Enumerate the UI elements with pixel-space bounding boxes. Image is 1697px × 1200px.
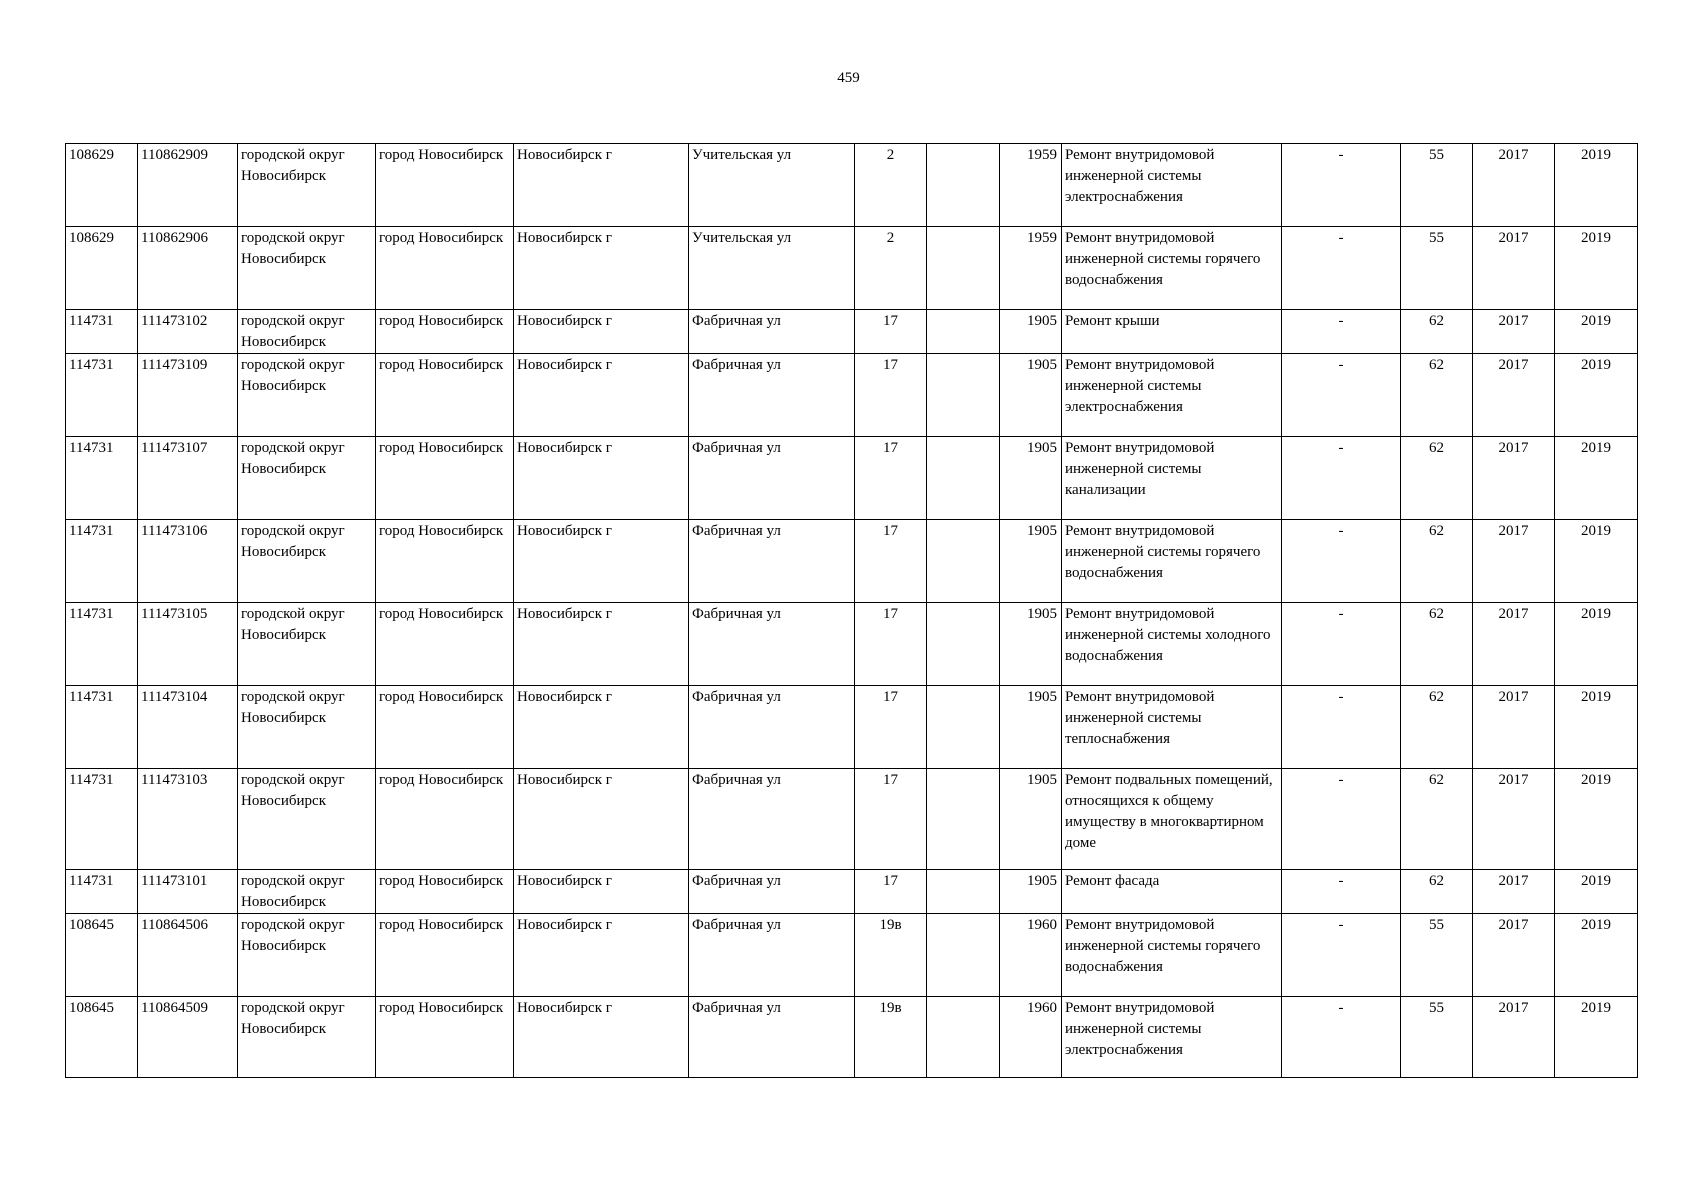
- table-row: [66, 997, 1638, 1078]
- district-cell: городской округ Новосибирск: [238, 997, 376, 1078]
- settlement-cell: город Новосибирск: [376, 144, 514, 227]
- start-year-cell: 2017: [1473, 997, 1555, 1078]
- table-row: [66, 769, 1638, 870]
- settlement-cell: город Новосибирск: [376, 870, 514, 914]
- street-cell: Фабричная ул: [689, 520, 855, 603]
- settlement-cell: город Новосибирск: [376, 769, 514, 870]
- dash-cell: -: [1282, 603, 1401, 686]
- table-row: [66, 686, 1638, 769]
- table-row: [66, 227, 1638, 310]
- house-number-cell: 17: [855, 603, 927, 686]
- locality-cell: Новосибирск г: [514, 997, 689, 1078]
- page-number: 459: [837, 70, 860, 86]
- building-cell: [927, 870, 1000, 914]
- work-type-cell: Ремонт внутридомовой инженерной системы теплоснабжения: [1062, 686, 1282, 769]
- start-year-cell: 2017: [1473, 437, 1555, 520]
- work-id-cell: 111473109: [138, 354, 238, 437]
- district-cell: городской округ Новосибирск: [238, 354, 376, 437]
- street-cell: Фабричная ул: [689, 914, 855, 997]
- locality-cell: Новосибирск г: [514, 520, 689, 603]
- district-cell: городской округ Новосибирск: [238, 144, 376, 227]
- house-number-cell: 2: [855, 227, 927, 310]
- house-id-cell: 114731: [66, 437, 138, 520]
- house-number-cell: 17: [855, 354, 927, 437]
- work-id-cell: 110864506: [138, 914, 238, 997]
- wear-cell: 62: [1401, 354, 1473, 437]
- house-id-cell: 114731: [66, 870, 138, 914]
- table-row: [66, 914, 1638, 997]
- dash-cell: -: [1282, 686, 1401, 769]
- year-built-cell: 1959: [1000, 227, 1062, 310]
- table-row: [66, 520, 1638, 603]
- street-cell: Фабричная ул: [689, 870, 855, 914]
- work-id-cell: 111473106: [138, 520, 238, 603]
- building-cell: [927, 997, 1000, 1078]
- building-cell: [927, 437, 1000, 520]
- house-number-cell: 17: [855, 769, 927, 870]
- house-number-cell: 17: [855, 310, 927, 354]
- locality-cell: Новосибирск г: [514, 310, 689, 354]
- work-type-cell: Ремонт крыши: [1062, 310, 1282, 354]
- end-year-cell: 2019: [1555, 144, 1638, 227]
- locality-cell: Новосибирск г: [514, 437, 689, 520]
- work-id-cell: 111473101: [138, 870, 238, 914]
- building-cell: [927, 310, 1000, 354]
- table-row: [66, 144, 1638, 227]
- work-type-cell: Ремонт внутридомовой инженерной системы электроснабжения: [1062, 144, 1282, 227]
- table-row: [66, 870, 1638, 914]
- year-built-cell: 1959: [1000, 144, 1062, 227]
- wear-cell: 55: [1401, 997, 1473, 1078]
- house-id-cell: 108629: [66, 144, 138, 227]
- street-cell: Фабричная ул: [689, 997, 855, 1078]
- building-cell: [927, 227, 1000, 310]
- end-year-cell: 2019: [1555, 769, 1638, 870]
- building-cell: [927, 769, 1000, 870]
- start-year-cell: 2017: [1473, 914, 1555, 997]
- dash-cell: -: [1282, 310, 1401, 354]
- settlement-cell: город Новосибирск: [376, 227, 514, 310]
- end-year-cell: 2019: [1555, 686, 1638, 769]
- repair-register-table: [65, 143, 1638, 1078]
- start-year-cell: 2017: [1473, 686, 1555, 769]
- house-id-cell: 114731: [66, 769, 138, 870]
- start-year-cell: 2017: [1473, 603, 1555, 686]
- start-year-cell: 2017: [1473, 354, 1555, 437]
- locality-cell: Новосибирск г: [514, 870, 689, 914]
- settlement-cell: город Новосибирск: [376, 354, 514, 437]
- locality-cell: Новосибирск г: [514, 769, 689, 870]
- street-cell: Фабричная ул: [689, 354, 855, 437]
- start-year-cell: 2017: [1473, 310, 1555, 354]
- house-number-cell: 19в: [855, 914, 927, 997]
- work-type-cell: Ремонт внутридомовой инженерной системы холодного водоснабжения: [1062, 603, 1282, 686]
- start-year-cell: 2017: [1473, 520, 1555, 603]
- wear-cell: 62: [1401, 603, 1473, 686]
- building-cell: [927, 520, 1000, 603]
- year-built-cell: 1905: [1000, 310, 1062, 354]
- dash-cell: -: [1282, 520, 1401, 603]
- street-cell: Учительская ул: [689, 227, 855, 310]
- district-cell: городской округ Новосибирск: [238, 769, 376, 870]
- street-cell: Учительская ул: [689, 144, 855, 227]
- table-row: [66, 437, 1638, 520]
- locality-cell: Новосибирск г: [514, 144, 689, 227]
- dash-cell: -: [1282, 144, 1401, 227]
- settlement-cell: город Новосибирск: [376, 437, 514, 520]
- dash-cell: -: [1282, 437, 1401, 520]
- district-cell: городской округ Новосибирск: [238, 520, 376, 603]
- end-year-cell: 2019: [1555, 870, 1638, 914]
- house-id-cell: 114731: [66, 603, 138, 686]
- house-number-cell: 17: [855, 520, 927, 603]
- house-id-cell: 114731: [66, 520, 138, 603]
- street-cell: Фабричная ул: [689, 310, 855, 354]
- start-year-cell: 2017: [1473, 769, 1555, 870]
- work-id-cell: 111473107: [138, 437, 238, 520]
- wear-cell: 62: [1401, 520, 1473, 603]
- work-type-cell: Ремонт внутридомовой инженерной системы горячего водоснабжения: [1062, 520, 1282, 603]
- end-year-cell: 2019: [1555, 310, 1638, 354]
- dash-cell: -: [1282, 870, 1401, 914]
- work-id-cell: 111473103: [138, 769, 238, 870]
- work-id-cell: 110862906: [138, 227, 238, 310]
- start-year-cell: 2017: [1473, 227, 1555, 310]
- end-year-cell: 2019: [1555, 997, 1638, 1078]
- dash-cell: -: [1282, 227, 1401, 310]
- district-cell: городской округ Новосибирск: [238, 437, 376, 520]
- end-year-cell: 2019: [1555, 354, 1638, 437]
- locality-cell: Новосибирск г: [514, 686, 689, 769]
- wear-cell: 62: [1401, 870, 1473, 914]
- year-built-cell: 1905: [1000, 437, 1062, 520]
- table-row: [66, 603, 1638, 686]
- house-id-cell: 114731: [66, 686, 138, 769]
- street-cell: Фабричная ул: [689, 769, 855, 870]
- year-built-cell: 1960: [1000, 997, 1062, 1078]
- year-built-cell: 1905: [1000, 686, 1062, 769]
- end-year-cell: 2019: [1555, 914, 1638, 997]
- house-number-cell: 19в: [855, 997, 927, 1078]
- work-id-cell: 110864509: [138, 997, 238, 1078]
- building-cell: [927, 914, 1000, 997]
- wear-cell: 62: [1401, 686, 1473, 769]
- table-row: [66, 354, 1638, 437]
- work-type-cell: Ремонт внутридомовой инженерной системы электроснабжения: [1062, 997, 1282, 1078]
- locality-cell: Новосибирск г: [514, 354, 689, 437]
- work-type-cell: Ремонт внутридомовой инженерной системы горячего водоснабжения: [1062, 914, 1282, 997]
- settlement-cell: город Новосибирск: [376, 310, 514, 354]
- work-id-cell: 110862909: [138, 144, 238, 227]
- dash-cell: -: [1282, 914, 1401, 997]
- building-cell: [927, 144, 1000, 227]
- work-type-cell: Ремонт подвальных помещений, относящихся к общему имуществу в многоквартирном доме: [1062, 769, 1282, 870]
- year-built-cell: 1905: [1000, 870, 1062, 914]
- settlement-cell: город Новосибирск: [376, 914, 514, 997]
- year-built-cell: 1905: [1000, 769, 1062, 870]
- settlement-cell: город Новосибирск: [376, 686, 514, 769]
- building-cell: [927, 354, 1000, 437]
- locality-cell: Новосибирск г: [514, 914, 689, 997]
- table-row: [66, 310, 1638, 354]
- work-type-cell: Ремонт фасада: [1062, 870, 1282, 914]
- district-cell: городской округ Новосибирск: [238, 603, 376, 686]
- locality-cell: Новосибирск г: [514, 603, 689, 686]
- year-built-cell: 1905: [1000, 354, 1062, 437]
- dash-cell: -: [1282, 997, 1401, 1078]
- dash-cell: -: [1282, 354, 1401, 437]
- house-id-cell: 108645: [66, 914, 138, 997]
- district-cell: городской округ Новосибирск: [238, 914, 376, 997]
- end-year-cell: 2019: [1555, 227, 1638, 310]
- start-year-cell: 2017: [1473, 870, 1555, 914]
- work-type-cell: Ремонт внутридомовой инженерной системы канализации: [1062, 437, 1282, 520]
- district-cell: городской округ Новосибирск: [238, 227, 376, 310]
- year-built-cell: 1905: [1000, 603, 1062, 686]
- dash-cell: -: [1282, 769, 1401, 870]
- house-number-cell: 2: [855, 144, 927, 227]
- district-cell: городской округ Новосибирск: [238, 310, 376, 354]
- work-id-cell: 111473104: [138, 686, 238, 769]
- house-id-cell: 114731: [66, 310, 138, 354]
- district-cell: городской округ Новосибирск: [238, 686, 376, 769]
- house-number-cell: 17: [855, 437, 927, 520]
- settlement-cell: город Новосибирск: [376, 603, 514, 686]
- settlement-cell: город Новосибирск: [376, 997, 514, 1078]
- end-year-cell: 2019: [1555, 603, 1638, 686]
- street-cell: Фабричная ул: [689, 603, 855, 686]
- work-id-cell: 111473102: [138, 310, 238, 354]
- wear-cell: 55: [1401, 144, 1473, 227]
- settlement-cell: город Новосибирск: [376, 520, 514, 603]
- year-built-cell: 1905: [1000, 520, 1062, 603]
- end-year-cell: 2019: [1555, 437, 1638, 520]
- start-year-cell: 2017: [1473, 144, 1555, 227]
- year-built-cell: 1960: [1000, 914, 1062, 997]
- wear-cell: 62: [1401, 769, 1473, 870]
- end-year-cell: 2019: [1555, 520, 1638, 603]
- wear-cell: 62: [1401, 437, 1473, 520]
- wear-cell: 55: [1401, 227, 1473, 310]
- house-id-cell: 108645: [66, 997, 138, 1078]
- building-cell: [927, 686, 1000, 769]
- house-number-cell: 17: [855, 686, 927, 769]
- locality-cell: Новосибирск г: [514, 227, 689, 310]
- house-id-cell: 114731: [66, 354, 138, 437]
- house-number-cell: 17: [855, 870, 927, 914]
- building-cell: [927, 603, 1000, 686]
- work-type-cell: Ремонт внутридомовой инженерной системы электроснабжения: [1062, 354, 1282, 437]
- district-cell: городской округ Новосибирск: [238, 870, 376, 914]
- wear-cell: 55: [1401, 914, 1473, 997]
- street-cell: Фабричная ул: [689, 437, 855, 520]
- street-cell: Фабричная ул: [689, 686, 855, 769]
- work-type-cell: Ремонт внутридомовой инженерной системы горячего водоснабжения: [1062, 227, 1282, 310]
- wear-cell: 62: [1401, 310, 1473, 354]
- work-id-cell: 111473105: [138, 603, 238, 686]
- house-id-cell: 108629: [66, 227, 138, 310]
